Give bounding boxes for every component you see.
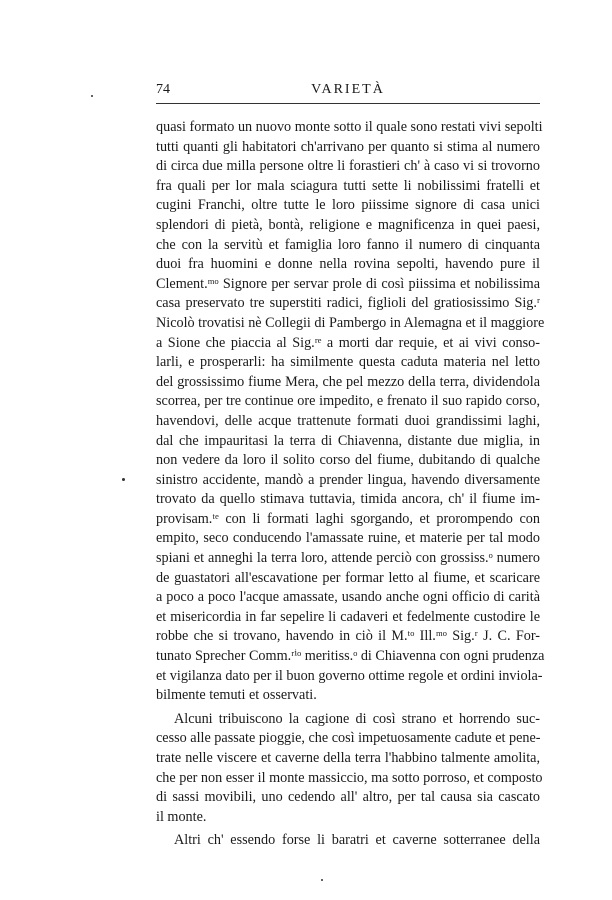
text-line: Clement.ᵐᵒ Signore per servar prole di così piissima et nobilissima <box>156 275 540 292</box>
text-line: bilmente temuti et osservati. <box>156 687 317 704</box>
text-line: larli, e prosperarli: ha similmente questa caduta materia nel letto <box>156 354 540 371</box>
text-line: non vedere da loro il solito corso del fiume, dubitando di qualche <box>156 452 540 469</box>
text-line: sinistro accidente, mandò a prender lingua, havendo diversamente <box>156 471 540 488</box>
text-line: tutti quanti gli habitatori ch'arrivano per quanto si stima al numero <box>156 138 540 155</box>
text-line: di circa due milla persone oltre li forastieri ch' à caso vi si trovorno <box>156 158 540 175</box>
text-line: Alcuni tribuiscono la cagione di così strano et horrendo suc- <box>174 710 540 727</box>
text-line: robbe che si trovano, havendo in ciò il M.ᵗᵒ Ill.ᵐᵒ Sig.ʳ J. C. For- <box>156 628 540 645</box>
text-line: trate nelle viscere et caverne della terra l'habbino talmente amolita, <box>156 750 540 766</box>
text-line: a poco a poco l'acque amassate, usando anche ogni officio di carità <box>156 589 540 606</box>
text-line: et misericordia in far sepelire li cadaveri et fedelmente custodire le <box>156 608 540 625</box>
text-line: a Sione che piaccia al Sig.ʳᵉ a morti dar requie, et ai vivi conso- <box>156 334 540 351</box>
scan-speck <box>321 879 323 881</box>
text-line: il monte. <box>156 808 207 825</box>
scan-speck <box>122 478 125 481</box>
body-text <box>156 118 545 851</box>
text-line: fra quali per lor mala sciagura tutti sette li nobilissimi fratelli et <box>156 177 540 194</box>
text-line: duoi fra huomini e donne nella rovina sepolti, havendo pure il <box>156 256 540 273</box>
text-line: splendori di pietà, bontà, religione e magnificenza in quei paesi, <box>156 216 540 233</box>
text-line: dal che impauritasi la terra di Chiavenna, distante due miglia, in <box>156 432 540 449</box>
scan-speck <box>91 95 93 97</box>
page-header <box>156 82 540 102</box>
text-line: che con la servitù et famiglia loro fanno il numero di cinquanta <box>156 236 540 253</box>
text-line: di sassi movibili, uno cedendo all' altro, per tal causa sia cascato <box>156 789 540 806</box>
text-line: trovato da quello stimava tuttavia, timida ancora, ch' il fiume im- <box>156 491 540 508</box>
text-line: quasi formato un nuovo monte sotto il quale sono restati vivi sepolti <box>156 119 543 135</box>
text-line: havendovi, delle acque trattenute formati duoi grandissimi laghi, <box>156 412 540 429</box>
text-line: de guastatori all'escavatione per formar letto al fiume, et scaricare <box>156 569 540 586</box>
text-line: scorrea, per tre continue ore impedito, e frenato il suo rapido corso, <box>156 393 540 410</box>
running-title: VARIETÀ <box>311 82 385 97</box>
text-line: tunato Sprecher Comm.ʳⁱᵒ meritiss.ᵒ di Chiavenna con ogni prudenza <box>156 648 545 665</box>
text-line: provisam.ᵗᵉ con li formati laghi sgorgando, et prorompendo con <box>156 510 540 527</box>
text-line: empito, seco conducendo l'amassate ruine, et materie per tal modo <box>156 530 540 547</box>
text-line: che per non esser il monte massiccio, ma sotto porroso, et composto <box>156 769 543 786</box>
text-line: et vigilanza dato per il buon governo ottime regole et ordini inviola- <box>156 667 543 684</box>
text-line: spiani et anneghi la terra loro, attende perciò con grossiss.ᵒ numero <box>156 550 540 567</box>
text-line: Nicolò trovatisi nè Collegii di Pambergo in Alemagna et il maggiore <box>156 314 545 331</box>
text-line: Altri ch' essendo forse li baratri et caverne sotterranee della <box>174 832 540 849</box>
header-rule <box>156 103 540 104</box>
text-line: casa preservato tre superstiti radici, figlioli del gratiosissimo Sig.ʳ <box>156 295 540 312</box>
page-number: 74 <box>156 82 170 97</box>
text-line: cesso alle passate pioggie, che così impetuosamente cadute et pene- <box>156 730 541 747</box>
text-line: del grossissimo fiume Mera, che pel mezzo della terra, dividendola <box>156 373 540 390</box>
text-line: cugini Franchi, oltre tutte le loro piissime signore di casa unici <box>156 197 540 214</box>
